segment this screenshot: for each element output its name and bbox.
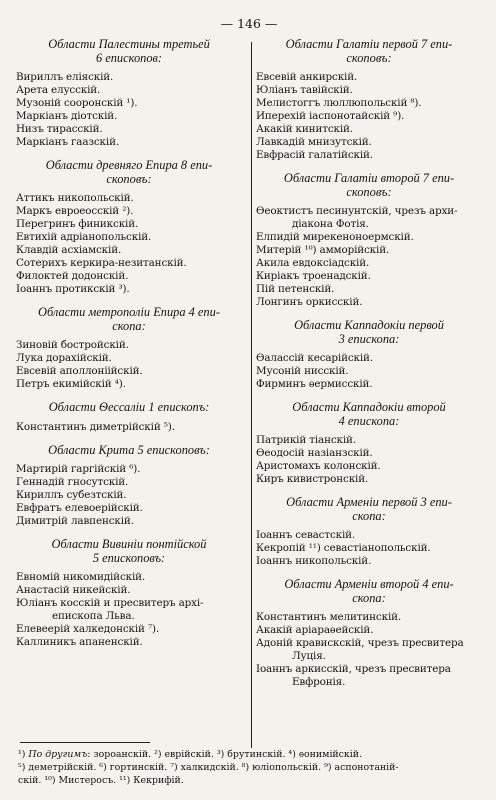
two-column-body — [16, 34, 482, 699]
bishop-entry: Юліанъ косскій и пресвитеръ архі- — [16, 597, 204, 609]
right-column — [256, 34, 482, 699]
bishop-entry: Евсевій аполлоніійскій. — [16, 365, 143, 377]
section-heading — [16, 538, 242, 565]
section-heading — [256, 578, 482, 605]
heading-line: скоповъ: — [346, 184, 392, 199]
bishop-entry: Филоктей додонскій. — [16, 270, 129, 282]
page-number: — 146 — — [220, 16, 278, 31]
bishop-entry: епископа Льва. — [52, 610, 135, 622]
bishop-entry: Адоній кравискскій, чрезъ пресвитера — [256, 637, 464, 649]
section — [256, 172, 482, 309]
section-heading — [256, 172, 482, 199]
bishop-entry: Акакій аріараѳейскій. — [256, 624, 374, 636]
left-column — [16, 34, 242, 699]
heading-line: скопа: — [112, 318, 146, 333]
bishop-entry: Аристомахъ колонскій. — [256, 460, 381, 472]
bishop-entry: Анастасій никейскій. — [16, 584, 131, 596]
bishop-entry: Іоаннъ аркисскій, чрезъ пресвитера — [256, 663, 451, 675]
section — [16, 159, 242, 296]
bishop-entry: Мелистоггъ люллюпольскій ⁸). — [256, 97, 422, 109]
bishop-entry: Каллиникъ апаненскій. — [16, 636, 143, 648]
bishop-entry: Маркіанъ діотскій. — [16, 110, 118, 122]
heading-line: Области Вивиніи понтійской — [51, 537, 207, 551]
heading-line: Области Арменіи второй 4 епи- — [284, 577, 454, 591]
bishop-entry: Мартирій гаргійскій ⁶). — [16, 463, 141, 475]
bishop-entry: Елпидій мирекеноноермскій. — [256, 231, 414, 243]
heading-line: Области Каппадокіи второй — [292, 400, 446, 414]
bishop-entry: Лонгинъ оркисскій. — [256, 296, 363, 308]
heading-line: 6 епископов: — [95, 50, 163, 65]
heading-line: 4 епископа: — [338, 413, 400, 428]
heading-line: Области Галатіи первой 7 епи- — [285, 37, 453, 51]
bishop-entry: Ѳалассій кесарійскій. — [256, 352, 373, 364]
bishop-entry: Музоній сооронскій ¹). — [16, 97, 138, 109]
heading-line: Области Палестины третьей — [48, 37, 210, 51]
section — [256, 319, 482, 391]
bishop-entry: Акакій кинитскій. — [256, 123, 353, 135]
section-heading — [256, 319, 482, 346]
bishop-entry: Клавдій асхіамскій. — [16, 244, 122, 256]
section — [256, 578, 482, 689]
bishop-entry: Лука дорахійскій. — [16, 352, 112, 364]
heading-line: Области метрополіи Епира 4 епи- — [38, 305, 220, 319]
section — [16, 538, 242, 649]
footnote-line-1 — [18, 748, 480, 761]
bishop-entry: Петръ екимійскій ⁴). — [16, 378, 126, 390]
heading-line: скопа: — [352, 590, 386, 605]
bishop-entry: Акила евдоксіадскій. — [256, 257, 370, 269]
footnote-rule — [20, 742, 150, 743]
section — [16, 306, 242, 391]
bishop-entry: Маркіанъ гаазскій. — [16, 136, 120, 148]
bishop-entry: Маркъ евроеосскій ²). — [16, 205, 134, 217]
footnote-italic: По другимъ — [28, 749, 88, 760]
bishop-entry: діакона Фотія. — [292, 218, 369, 230]
footnote-text: : зороанскій. ²) еврійскій. ³) брутинскій. ⁴) ѳонимійскій. — [87, 749, 363, 760]
heading-line: Области Ѳессаліи 1 епископъ: — [48, 400, 210, 414]
heading-line: Области Галатіи второй 7 епи- — [283, 171, 455, 185]
bishop-entry: Лавкадій мнизутскій. — [256, 136, 372, 148]
bishop-entry: Вириллъ еліяскій. — [16, 71, 114, 83]
footnote-marker: ¹) — [18, 749, 29, 760]
bishop-entry: Евномій никомидійскій. — [16, 571, 146, 583]
bishop-entry: Юліанъ тавійскій. — [256, 84, 353, 96]
bishop-entry: Фирминъ ѳермисскій. — [256, 378, 373, 390]
section-heading — [16, 306, 242, 333]
footnote-line-2: ⁵) деметрійскій. ⁶) гортинскій. ⁷) халкидскій. ⁸) юліопольскій. ⁹) аспонотаній- — [18, 762, 399, 773]
bishop-entry: Евсевій анкирскій. — [256, 71, 358, 83]
bishop-entry: Евтихій адріанопольскій. — [16, 231, 152, 243]
section-heading — [256, 38, 482, 65]
bishop-entry: Евфронія. — [292, 676, 346, 688]
heading-line: Области Каппадокіи первой — [294, 318, 444, 332]
heading-line: скопа: — [352, 508, 386, 523]
heading-line: 3 епископа: — [338, 331, 400, 346]
bishop-entry: Арета елусскій. — [16, 84, 101, 96]
bishop-entry: Евфратъ елевоерійскій. — [16, 502, 143, 514]
section — [256, 401, 482, 486]
section — [256, 496, 482, 568]
bishop-entry: Аттикъ никопольскій. — [16, 192, 134, 204]
section — [256, 38, 482, 162]
column-divider — [251, 42, 252, 748]
bishop-entry: Елевеерій халкедонскій ⁷). — [16, 623, 160, 635]
bishop-entry: Перегринъ финикскій. — [16, 218, 139, 230]
bishop-entry: Ѳеодосій назіанзскій. — [256, 447, 373, 459]
footnotes — [18, 748, 480, 787]
bishop-entry: Патрикій тіанскій. — [256, 434, 356, 446]
bishop-entry: Кекропій ¹¹) севастіанопольскій. — [256, 542, 431, 554]
heading-line: Области древняго Епира 8 епи- — [45, 158, 213, 172]
section-heading — [16, 38, 242, 65]
bishop-entry: Іоаннъ протикскій ³). — [16, 283, 130, 295]
bishop-entry: Константинъ диметрійскій ⁵). — [16, 420, 175, 433]
section-heading — [256, 496, 482, 523]
bishop-entry: Константинъ мелитинскій. — [256, 611, 402, 623]
bishop-entry: Кириллъ субезтскій. — [16, 489, 127, 501]
bishop-entry: Киріакъ троенадскій. — [256, 270, 371, 282]
section-heading — [16, 159, 242, 186]
bishop-entry: Киръ кивистронскій. — [256, 473, 369, 485]
heading-line: Области Арменіи первой 3 епи- — [286, 495, 452, 509]
heading-line: Области Крита 5 епископовъ: — [48, 442, 210, 457]
bishop-entry: Иперехій іаспонотайскій ⁹). — [256, 110, 405, 122]
heading-line: скоповъ: — [346, 50, 392, 65]
bishop-entry: Іоаннъ севастскій. — [256, 529, 356, 541]
bishop-entry: Мусоній нисскій. — [256, 365, 349, 377]
footnote-line-3: скій. ¹⁰) Мистеросъ. ¹¹) Кекрифій. — [18, 775, 184, 786]
section-heading — [256, 401, 482, 428]
bishop-entry: Сотерихъ керкира-незитанскій. — [16, 257, 187, 269]
bishop-entry: Зиновій бостройскій. — [16, 339, 129, 351]
heading-line: скоповъ: — [106, 171, 152, 186]
bishop-entry: Ѳеоктистъ песинунтскій, чрезъ архи- — [256, 205, 458, 217]
heading-line: 5 епископовъ: — [92, 550, 166, 565]
bishop-entry: Низъ тирасскій. — [16, 123, 103, 135]
bishop-entry: Евфрасій галатійскій. — [256, 149, 373, 161]
bishop-entry: Димитрій лавпенскій. — [16, 515, 134, 527]
section — [16, 401, 242, 434]
bishop-entry: Митерій ¹⁰) амморійскій. — [256, 244, 390, 256]
section — [16, 38, 242, 149]
bishop-entry: Луція. — [292, 650, 326, 662]
bishop-entry: Пій петенскій. — [256, 283, 335, 295]
section-heading — [16, 401, 242, 415]
bishop-entry: Геннадій гносутскій. — [16, 476, 129, 488]
section-heading — [16, 444, 242, 458]
section — [16, 444, 242, 529]
bishop-entry: Іоаннъ никопольскій. — [256, 555, 372, 567]
